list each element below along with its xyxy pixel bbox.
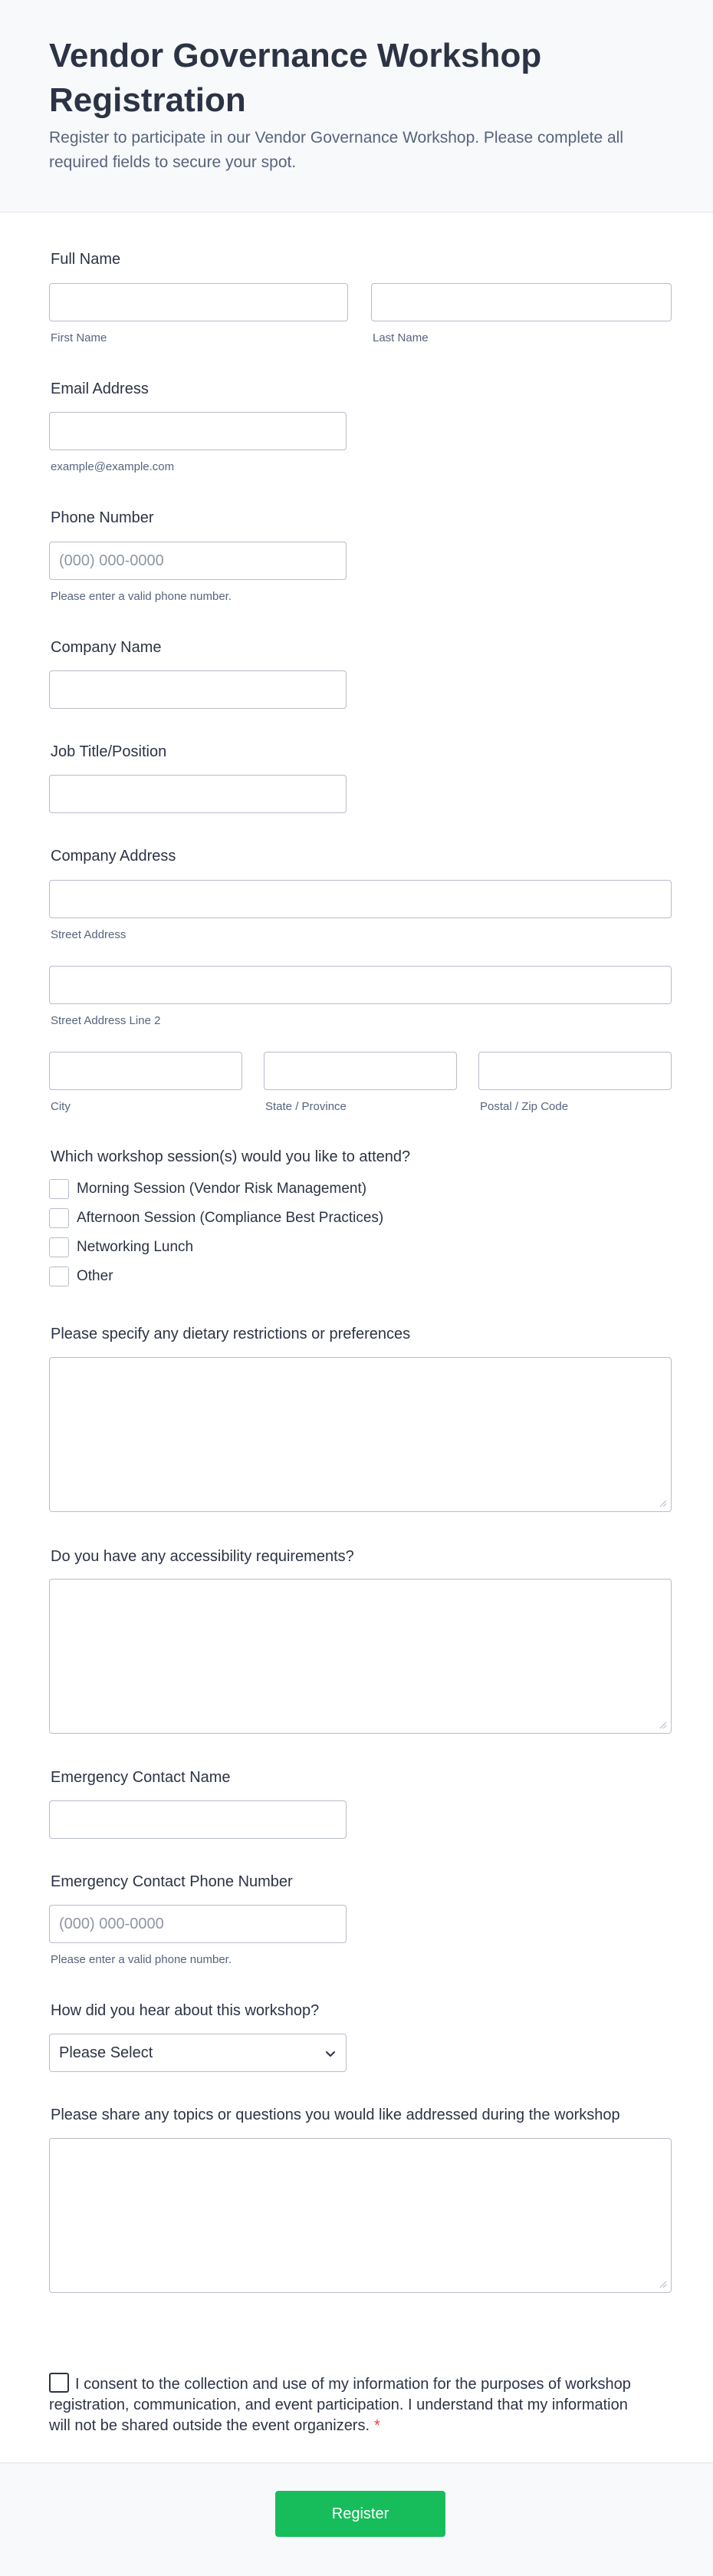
- accessibility-textarea[interactable]: [49, 1579, 672, 1734]
- zip-sublabel: Postal / Zip Code: [480, 1100, 569, 1113]
- chevron-down-icon: [324, 2047, 337, 2060]
- first-name-input[interactable]: [49, 283, 348, 321]
- first-name-sublabel: First Name: [51, 331, 107, 344]
- session-option-label: Afternoon Session (Compliance Best Practices): [77, 1210, 384, 1226]
- last-name-input[interactable]: [371, 283, 672, 321]
- street-address-line2-sublabel: Street Address Line 2: [51, 1014, 161, 1027]
- form-header: [0, 0, 713, 212]
- street-address-input[interactable]: [49, 880, 672, 918]
- job-title-input[interactable]: [49, 775, 347, 813]
- accessibility-label: Do you have any accessibility requirements?: [51, 1548, 354, 1565]
- city-input[interactable]: [49, 1052, 242, 1090]
- street-address-line2-input[interactable]: [49, 966, 672, 1004]
- full-name-label: Full Name: [51, 251, 121, 268]
- session-option-networking-lunch[interactable]: [49, 1237, 193, 1257]
- emergency-contact-phone-sublabel: Please enter a valid phone number.: [51, 1953, 232, 1966]
- session-option-morning[interactable]: [49, 1179, 366, 1199]
- consent-field: [49, 2373, 632, 2436]
- form-footer: [0, 2462, 713, 2576]
- referral-select[interactable]: [49, 2034, 347, 2072]
- emergency-contact-phone-input[interactable]: [49, 1905, 347, 1943]
- email-label: Email Address: [51, 380, 149, 397]
- job-title-label: Job Title/Position: [51, 743, 167, 760]
- session-option-label: Other: [77, 1268, 113, 1284]
- phone-sublabel: Please enter a valid phone number.: [51, 590, 232, 603]
- session-option-other[interactable]: [49, 1267, 113, 1286]
- emergency-contact-name-label: Emergency Contact Name: [51, 1769, 231, 1786]
- register-button[interactable]: Register: [275, 2491, 445, 2537]
- referral-label: How did you hear about this workshop?: [51, 2002, 320, 2019]
- form-description: Register to participate in our Vendor Governance Workshop. Please complete all required fields to secure your spot.: [49, 129, 624, 171]
- email-input[interactable]: [49, 412, 347, 450]
- referral-select-value: Please Select: [59, 2044, 153, 2061]
- required-asterisk: *: [374, 2417, 380, 2434]
- state-input[interactable]: [264, 1052, 457, 1090]
- company-name-label: Company Name: [51, 639, 162, 656]
- session-option-label: Morning Session (Vendor Risk Management): [77, 1181, 367, 1197]
- emergency-contact-phone-label: Emergency Contact Phone Number: [51, 1873, 293, 1890]
- checkbox[interactable]: [49, 1208, 69, 1228]
- dietary-textarea[interactable]: [49, 1357, 672, 1512]
- phone-input[interactable]: [49, 542, 347, 580]
- company-name-input[interactable]: [49, 670, 347, 709]
- phone-label: Phone Number: [51, 509, 154, 526]
- checkbox[interactable]: [49, 1179, 69, 1199]
- topics-label: Please share any topics or questions you would like addressed during the workshop: [51, 2107, 620, 2123]
- email-sublabel: example@example.com: [51, 460, 175, 473]
- last-name-sublabel: Last Name: [373, 331, 429, 344]
- registration-form: [0, 212, 713, 2462]
- dietary-label: Please specify any dietary restrictions or preferences: [51, 1326, 411, 1342]
- consent-text: I consent to the collection and use of my information for the purposes of workshop registration, communication, and event participation. I understand that my information will not be shared outside the event organizers.: [49, 2376, 631, 2434]
- city-sublabel: City: [51, 1100, 71, 1113]
- session-option-afternoon[interactable]: [49, 1208, 383, 1228]
- session-option-label: Networking Lunch: [77, 1239, 194, 1255]
- state-sublabel: State / Province: [265, 1100, 347, 1113]
- consent-checkbox[interactable]: [49, 2373, 69, 2393]
- company-address-label: Company Address: [51, 848, 176, 865]
- form-title: Vendor Governance Workshop Registration: [49, 37, 542, 119]
- checkbox[interactable]: [49, 1267, 69, 1286]
- checkbox[interactable]: [49, 1237, 69, 1257]
- zip-input[interactable]: [478, 1052, 672, 1090]
- sessions-label: Which workshop session(s) would you like to attend?: [51, 1148, 411, 1165]
- emergency-contact-name-input[interactable]: [49, 1800, 347, 1839]
- topics-textarea[interactable]: [49, 2138, 672, 2293]
- street-address-sublabel: Street Address: [51, 928, 127, 941]
